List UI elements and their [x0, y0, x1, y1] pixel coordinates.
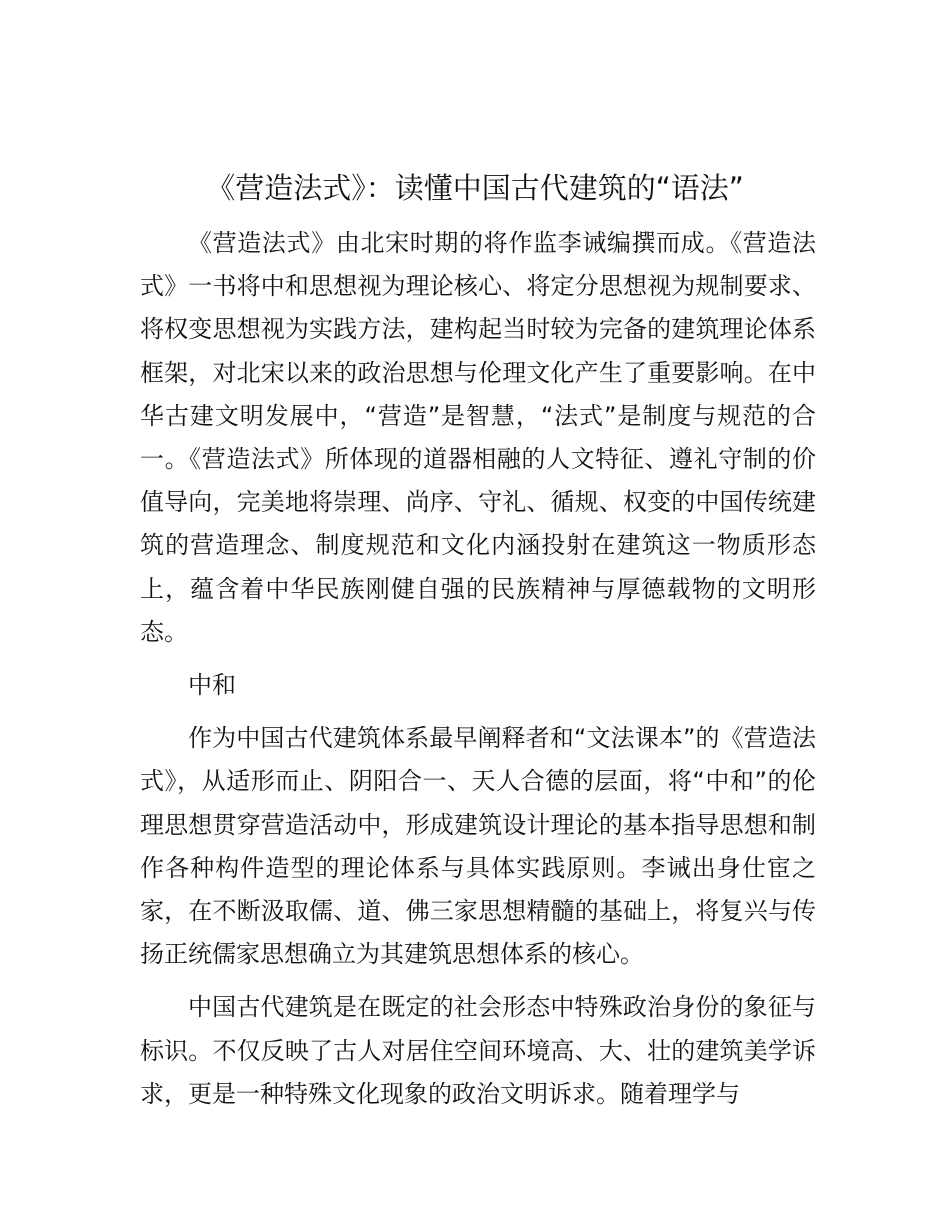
- document-body: [140, 222, 816, 1116]
- section-paragraph-1: 作为中国古代建筑体系最早阐释者和“文法课本”的《营造法式》，从适形而止、阴阳合一、天人合德的层面，将“中和”的伦理思想贯穿营造活动中，形成建筑设计理论的基本指导思想和制作各种构件造型的理论体系与具体实践原则。李诫出身仕宦之家，在不断汲取儒、道、佛三家思想精髓的基础上，将复兴与传扬正统儒家思想确立为其建筑思想体系的核心。: [140, 724, 816, 969]
- section-heading: 中和: [188, 671, 236, 700]
- document-title: 《营造法式》：读懂中国古代建筑的“语法”: [206, 171, 744, 205]
- section-paragraph-2: 中国古代建筑是在既定的社会形态中特殊政治身份的象征与标识。不仅反映了古人对居住空间环境高、大、壮的建筑美学诉求，更是一种特殊文化现象的政治文明诉求。随着理学与: [140, 993, 816, 1108]
- intro-paragraph: 《营造法式》由北宋时期的将作监李诫编撰而成。《营造法式》一书将中和思想视为理论核心、将定分思想视为规制要求、将权变思想视为实践方法，建构起当时较为完备的建筑理论体系框架，对北宋以来的政治思想与伦理文化产生了重要影响。在中华古建文明发展中，“营造”是智慧，“法式”是制度与规范的合一。《营造法式》所体现的道器相融的人文特征、遵礼守制的价值导向，完美地将崇理、尚序、守礼、循规、权变的中国传统建筑的营造理念、制度规范和文化内涵投射在建筑这一物质形态上，蕴含着中华民族刚健自强的民族精神与厚德载物的文明形态。: [140, 229, 816, 646]
